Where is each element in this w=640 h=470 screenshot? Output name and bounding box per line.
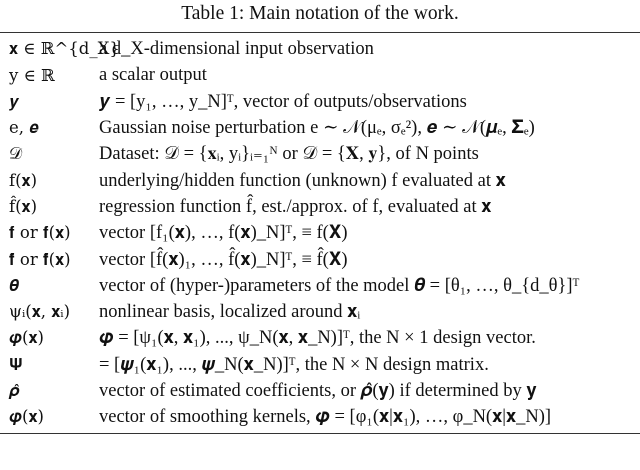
description-cell: a scalar output	[99, 64, 207, 85]
table-row	[0, 246, 640, 272]
symbol-cell: 𝝋(𝐱)	[9, 328, 44, 348]
symbol-cell: ψᵢ(𝐱, 𝐱ᵢ)	[9, 302, 71, 322]
table-row	[0, 299, 640, 325]
symbol-cell: 𝝆̂	[9, 381, 20, 400]
description-cell: a d_X-dimensional input observation	[99, 38, 374, 59]
description-cell: underlying/hidden function (unknown) f evaluated at 𝐱	[99, 170, 506, 191]
description-cell: vector of smoothing kernels, 𝝋 = [φ₁(𝐱|𝐱₁), …, φ_N(𝐱|𝐱_N)]	[99, 407, 552, 428]
description-cell: vector of (hyper-)parameters of the model 𝜽 = [θ₁, …, θ_{d_θ}]ᵀ	[99, 275, 580, 296]
symbol-cell: 𝐟 or 𝐟(𝐱)	[9, 223, 71, 243]
table-row	[0, 194, 640, 220]
table-row	[0, 62, 640, 88]
symbol-cell: 𝐱 ∈ ℝ^{d_X}	[9, 39, 120, 59]
description-cell: vector of estimated coefficients, or 𝝆̂(𝐲) if determined by 𝐲	[99, 381, 537, 401]
symbol-cell: 𝒚	[9, 91, 20, 111]
table-row	[0, 141, 640, 167]
symbol-cell: e, 𝒆	[9, 118, 39, 138]
table-row	[0, 325, 640, 351]
symbol-cell: f(𝐱)	[9, 170, 38, 190]
symbol-cell: 𝝋(𝐱)	[9, 407, 44, 427]
symbol-cell: 𝐟̂ or 𝐟̂(𝐱)	[9, 249, 71, 269]
table-row	[0, 89, 640, 115]
description-cell: vector [f₁(𝐱), …, f(𝐱)_N]ᵀ, ≡ f(𝐗)	[99, 223, 348, 244]
bottom-rule	[0, 433, 640, 434]
symbol-cell: f̂(𝐱)	[9, 196, 38, 216]
table-row	[0, 273, 640, 299]
description-cell: 𝒚 = [y₁, …, y_N]ᵀ, vector of outputs/observations	[99, 91, 467, 112]
table-row	[0, 378, 640, 404]
symbol-cell: y ∈ ℝ	[9, 65, 55, 85]
description-cell: Dataset: 𝒟 = {𝐱ᵢ, yᵢ}ᵢ₌₁ᴺ or 𝒟 = {𝐗, 𝐲}, of N points	[99, 144, 479, 165]
table-row	[0, 404, 640, 430]
symbol-cell: 𝜽	[9, 275, 19, 295]
table-row	[0, 36, 640, 62]
table-caption: Table 1: Main notation of the work.	[181, 3, 459, 24]
description-cell: nonlinear basis, localized around 𝐱ᵢ	[99, 302, 361, 323]
description-cell: vector [f̂(𝐱)₁, …, f̂(𝐱)_N]ᵀ, ≡ f̂(𝐗)	[99, 249, 348, 270]
description-cell: 𝝋 = [ψ₁(𝐱, 𝐱₁), ..., ψ_N(𝐱, 𝐱_N)]ᵀ, the N × 1 design vector.	[99, 328, 536, 349]
symbol-cell: 𝚿	[9, 354, 23, 374]
symbol-cell: 𝒟	[9, 144, 23, 164]
notation-table	[0, 33, 640, 433]
description-cell: regression function f̂, est./approx. of f, evaluated at 𝐱	[99, 196, 492, 217]
description-cell: = [𝝍₁(𝐱₁), ..., 𝝍_N(𝐱_N)]ᵀ, the N × N design matrix.	[99, 354, 489, 375]
table-row	[0, 220, 640, 246]
table-row	[0, 167, 640, 193]
description-cell: Gaussian noise perturbation e ∼ 𝒩(μₑ, σₑ²), 𝒆 ∼ 𝒩(𝝁ₑ, 𝚺ₑ)	[99, 118, 535, 139]
table-row	[0, 115, 640, 141]
table-row	[0, 352, 640, 378]
